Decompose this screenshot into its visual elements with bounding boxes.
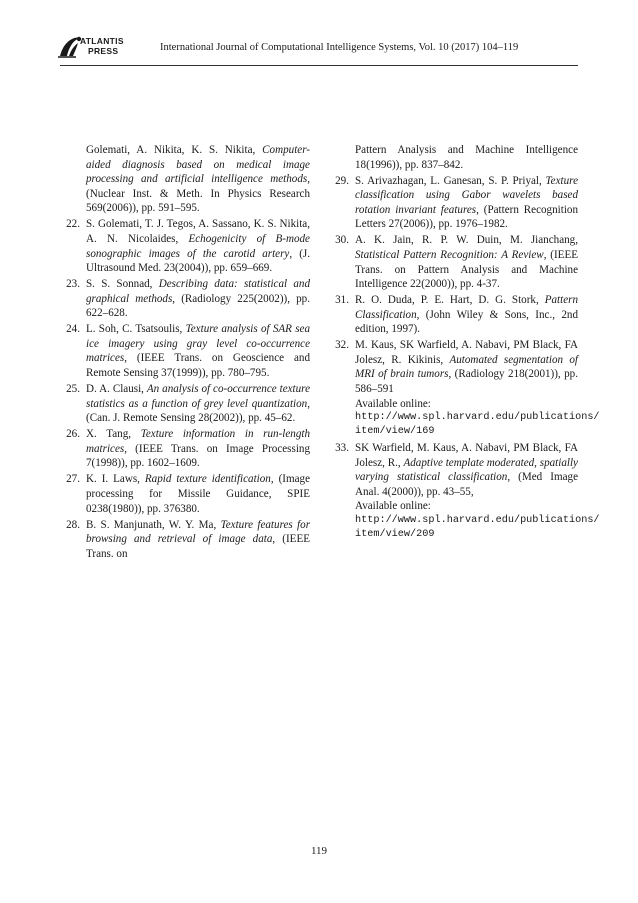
publisher-logo <box>56 34 166 60</box>
reference-authors: R. O. Duda, P. E. Hart, D. G. Stork, <box>355 294 545 307</box>
reference-item <box>329 338 600 439</box>
reference-authors: B. S. Manjunath, W. Y. Ma, <box>86 518 221 531</box>
reference-title: An analysis of co-occurrence texture statistics as a function of grey level quantization <box>86 383 311 410</box>
logo-text-press: PRESS <box>88 46 119 56</box>
reference-number: 26. <box>66 428 80 441</box>
journal-running-header: International Journal of Computational Intelligence Systems, Vol. 10 (2017) 104–119 <box>160 42 519 53</box>
reference-title: Rapid texture identification <box>144 473 271 486</box>
reference-number: 23. <box>66 278 80 291</box>
reference-number: 25. <box>66 383 80 396</box>
reference-source: , (J. Ultrasound Med. 23(2004)), pp. 659–669. <box>86 247 310 275</box>
reference-source: , (Can. J. Remote Sensing 28(2002)), pp. 45–62. <box>86 397 310 425</box>
reference-source: , (Med Image Anal. 4(2000)), pp. 43–55, <box>355 471 578 498</box>
reference-authors: S. Arivazhagan, L. Ganesan, S. P. Priyal, <box>355 174 546 187</box>
reference-title: Texture classification using Gabor wavelets based rotation invariant features <box>355 174 578 216</box>
reference-availability: Available online: <box>355 500 431 513</box>
reference-item <box>60 143 310 216</box>
reference-authors: Pattern Analysis and Machine Intelligence 18(1996)), pp. 837–842. <box>355 144 578 171</box>
reference-number: 31. <box>335 294 349 307</box>
reference-source: , (Radiology 218(2001)), pp. 586–591 <box>355 368 578 396</box>
reference-title: Statistical Pattern Recognition: A Review <box>355 248 544 261</box>
reference-authors: S. S. Sonnad, <box>86 278 159 291</box>
reference-authors: SK Warfield, M. Kaus, A. Nabavi, PM Black, FA Jolesz, R., <box>355 442 578 469</box>
reference-source: , (IEEE Trans. on <box>86 533 311 560</box>
reference-authors: D. A. Clausi, <box>86 383 147 396</box>
references-column-left <box>60 143 310 563</box>
reference-item <box>329 441 600 542</box>
reference-title: Adaptive template moderated, spatially varying statistical classification <box>355 456 578 484</box>
reference-availability: Available online: <box>355 397 431 410</box>
reference-authors: M. Kaus, SK Warfield, A. Nabavi, PM Black, FA Jolesz, R. Kikinis, <box>355 339 578 366</box>
reference-item <box>60 382 310 426</box>
logo-text-atlantis: ATLANTIS <box>80 36 124 46</box>
reference-title: Echogenicity of B-mode sonographic images of the carotid artery <box>86 232 310 260</box>
reference-item <box>60 472 310 516</box>
reference-number: 32. <box>335 339 349 352</box>
reference-item <box>329 143 578 172</box>
reference-title: Texture analysis of SAR sea ice imagery using gray level co-occurrence matrices <box>86 323 310 365</box>
reference-number: 28. <box>66 518 80 531</box>
reference-title: Pattern Classification <box>355 294 578 321</box>
reference-source: , (IEEE Trans. on Image Processing 7(1998)), pp. 1602–1609. <box>86 442 310 470</box>
reference-authors: X. Tang, <box>86 428 141 441</box>
reference-number: 24. <box>66 323 80 336</box>
reference-authors: L. Soh, C. Tsatsoulis, <box>86 323 186 336</box>
reference-title: Describing data: statistical and graphical methods <box>86 278 310 305</box>
reference-title: Computer-aided diagnosis based on medical image processing and artificial intelligence methods <box>86 144 310 186</box>
reference-authors: Golemati, A. Nikita, K. S. Nikita, <box>86 144 263 156</box>
reference-number: 33. <box>335 442 349 455</box>
reference-title: Texture information in run-length matrices <box>86 428 310 455</box>
reference-source: , (Image processing for Missile Guidance, SPIE 0238(1980)), pp. 376380. <box>86 473 310 515</box>
reference-item <box>60 322 310 380</box>
reference-number: 29. <box>335 174 349 187</box>
reference-number: 27. <box>66 473 80 486</box>
reference-url-link[interactable]: http://www.spl.harvard.edu/publications/ item/view/209 <box>355 515 600 541</box>
reference-number: 30. <box>335 234 349 247</box>
reference-source: , (IEEE Trans. on Geoscience and Remote Sensing 37(1999)), pp. 780–795. <box>86 352 310 380</box>
reference-item <box>60 427 310 471</box>
reference-item <box>60 277 310 321</box>
reference-url-link[interactable]: http://www.spl.harvard.edu/publications/ item/view/169 <box>355 412 600 438</box>
reference-item <box>329 233 578 291</box>
reference-authors: S. Golemati, T. J. Tegos, A. Sassano, K. S. Nikita, A. N. Nicolaides, <box>86 218 310 245</box>
reference-item <box>329 174 578 232</box>
reference-authors: K. I. Laws, <box>86 473 145 486</box>
reference-authors: A. K. Jain, R. P. W. Duin, M. Jianchang, <box>355 234 578 247</box>
reference-source: , (IEEE Trans. on Pattern Analysis and Machine Intelligence 22(2000)), pp. 4-37. <box>355 248 579 291</box>
reference-item <box>60 217 310 275</box>
reference-number: 22. <box>66 218 80 231</box>
reference-source: , (John Wiley & Sons, Inc., 2nd edition, 1997). <box>355 308 578 336</box>
header-divider <box>60 65 578 66</box>
reference-item <box>60 518 310 562</box>
reference-source: , (Radiology 225(2002)), pp. 622–628. <box>86 292 311 320</box>
reference-item <box>329 293 578 337</box>
page-number: 119 <box>310 845 328 857</box>
references-column-right <box>329 143 600 544</box>
reference-source: , (Pattern Recognition Letters 27(2006)), pp. 1976–1982. <box>355 203 578 231</box>
reference-title: Automated segmentation of MRI of brain tumors <box>355 353 578 381</box>
reference-title: Texture features for browsing and retrieval of image data <box>86 518 311 546</box>
reference-source: , (Nuclear Inst. & Meth. In Physics Research 569(2006)), pp. 591–595. <box>86 173 310 215</box>
